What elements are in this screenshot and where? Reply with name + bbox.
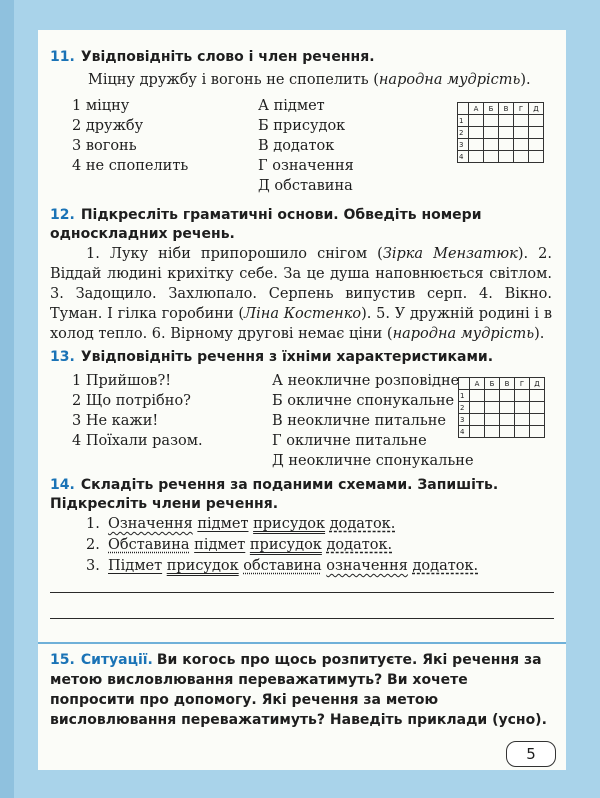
exercise-12-text: 1. Луку ніби припорошило снігом (Зірка Мензатюк). 2. Віддай людині крихітку себе. За це душа наповнюється світлом. 3. Задощило. Захлюпало. Серпень випустив серп. 4. Вікно. Туман. І гілка горобини (Ліна Костенко). 5. У дружній родині і в холод тепло. 6. Вірному другові немає ціни (народна мудрість). [50, 246, 552, 342]
page-edge [0, 0, 14, 798]
list-item: 4 Поїхали разом. [72, 433, 203, 449]
list-item: 1 Прийшов?! [72, 373, 172, 389]
exercise-13-title: Увідповідніть речення з їхніми характеристиками. [80, 349, 494, 365]
list-item: Д неокличне спонукальне [272, 453, 474, 469]
section-divider [38, 642, 566, 644]
list-item: А підмет [258, 98, 325, 114]
exercise-14-schemas [86, 514, 478, 577]
exercise-15-number: 15. [50, 652, 75, 668]
exercise-15-text: Ви когось про щось розпитуєте. Які речення за метою висловлювання переважатимуть? Ви хочете попросити про допомогу. Які речення за метою висловлювання переважатимуть? Наведіть приклади (усно). [50, 652, 547, 728]
exercise-11-quote: Міцну дружбу і вогонь не спопелить (народна мудрість). [88, 72, 531, 88]
exercise-11-number: 11. [50, 49, 75, 65]
list-item: Г окличне питальне [272, 433, 427, 449]
list-item: Б присудок [258, 118, 346, 134]
exercise-12-title: Підкресліть граматичні основи. Обведіть номери односкладних речень. [50, 207, 482, 242]
exercise-13-sentences [72, 371, 203, 451]
list-item: 3 Не кажи! [72, 413, 159, 429]
list-item: 2 дружбу [72, 118, 144, 134]
list-item: В неокличне питальне [272, 413, 446, 429]
exercise-13-types [272, 371, 474, 471]
list-item: Г означення [258, 158, 354, 174]
list-item: В додаток [258, 138, 335, 154]
workbook-page [38, 30, 566, 770]
list-item: 3 вогонь [72, 138, 137, 154]
list-item: Д обставина [258, 178, 353, 194]
list-item: Б окличне спонукальне [272, 393, 455, 409]
answer-grid-13: А Б В Г Д 1 2 3 4 [458, 377, 545, 438]
list-item: 2 Що потрібно? [72, 393, 191, 409]
exercise-14-title: Складіть речення за поданими схемами. Запишіть. Підкресліть члени речення. [50, 477, 499, 512]
writing-line[interactable] [50, 592, 554, 593]
writing-line[interactable] [50, 618, 554, 619]
exercise-12-number: 12. [50, 207, 75, 223]
exercise-13-heading [50, 348, 554, 367]
exercise-13-number: 13. [50, 349, 75, 365]
exercise-11-roles [258, 96, 354, 196]
list-item: 4 не спопелить [72, 158, 189, 174]
exercise-12-heading [50, 206, 554, 244]
exercise-11-words [72, 96, 188, 176]
schema-1: 1. Означення підмет присудок додаток. [86, 516, 396, 532]
schema-2: 2. Обставина підмет присудок додаток. [86, 537, 393, 553]
list-item: А неокличне розповідне [272, 373, 460, 389]
schema-3: 3. Підмет присудок обставина означення додаток. [86, 558, 479, 574]
exercise-15-block [50, 650, 550, 730]
exercise-14-heading [50, 476, 516, 514]
page-number: 5 [506, 741, 556, 767]
exercise-11-title: Увідповідніть слово і член речення. [80, 49, 375, 65]
exercise-11-heading [50, 48, 554, 67]
exercise-14-number: 14. [50, 477, 75, 493]
list-item: 1 міцну [72, 98, 130, 114]
exercise-15-label: Ситуації. [80, 652, 153, 668]
answer-grid-11: А Б В Г Д 1 2 3 4 [457, 102, 544, 163]
